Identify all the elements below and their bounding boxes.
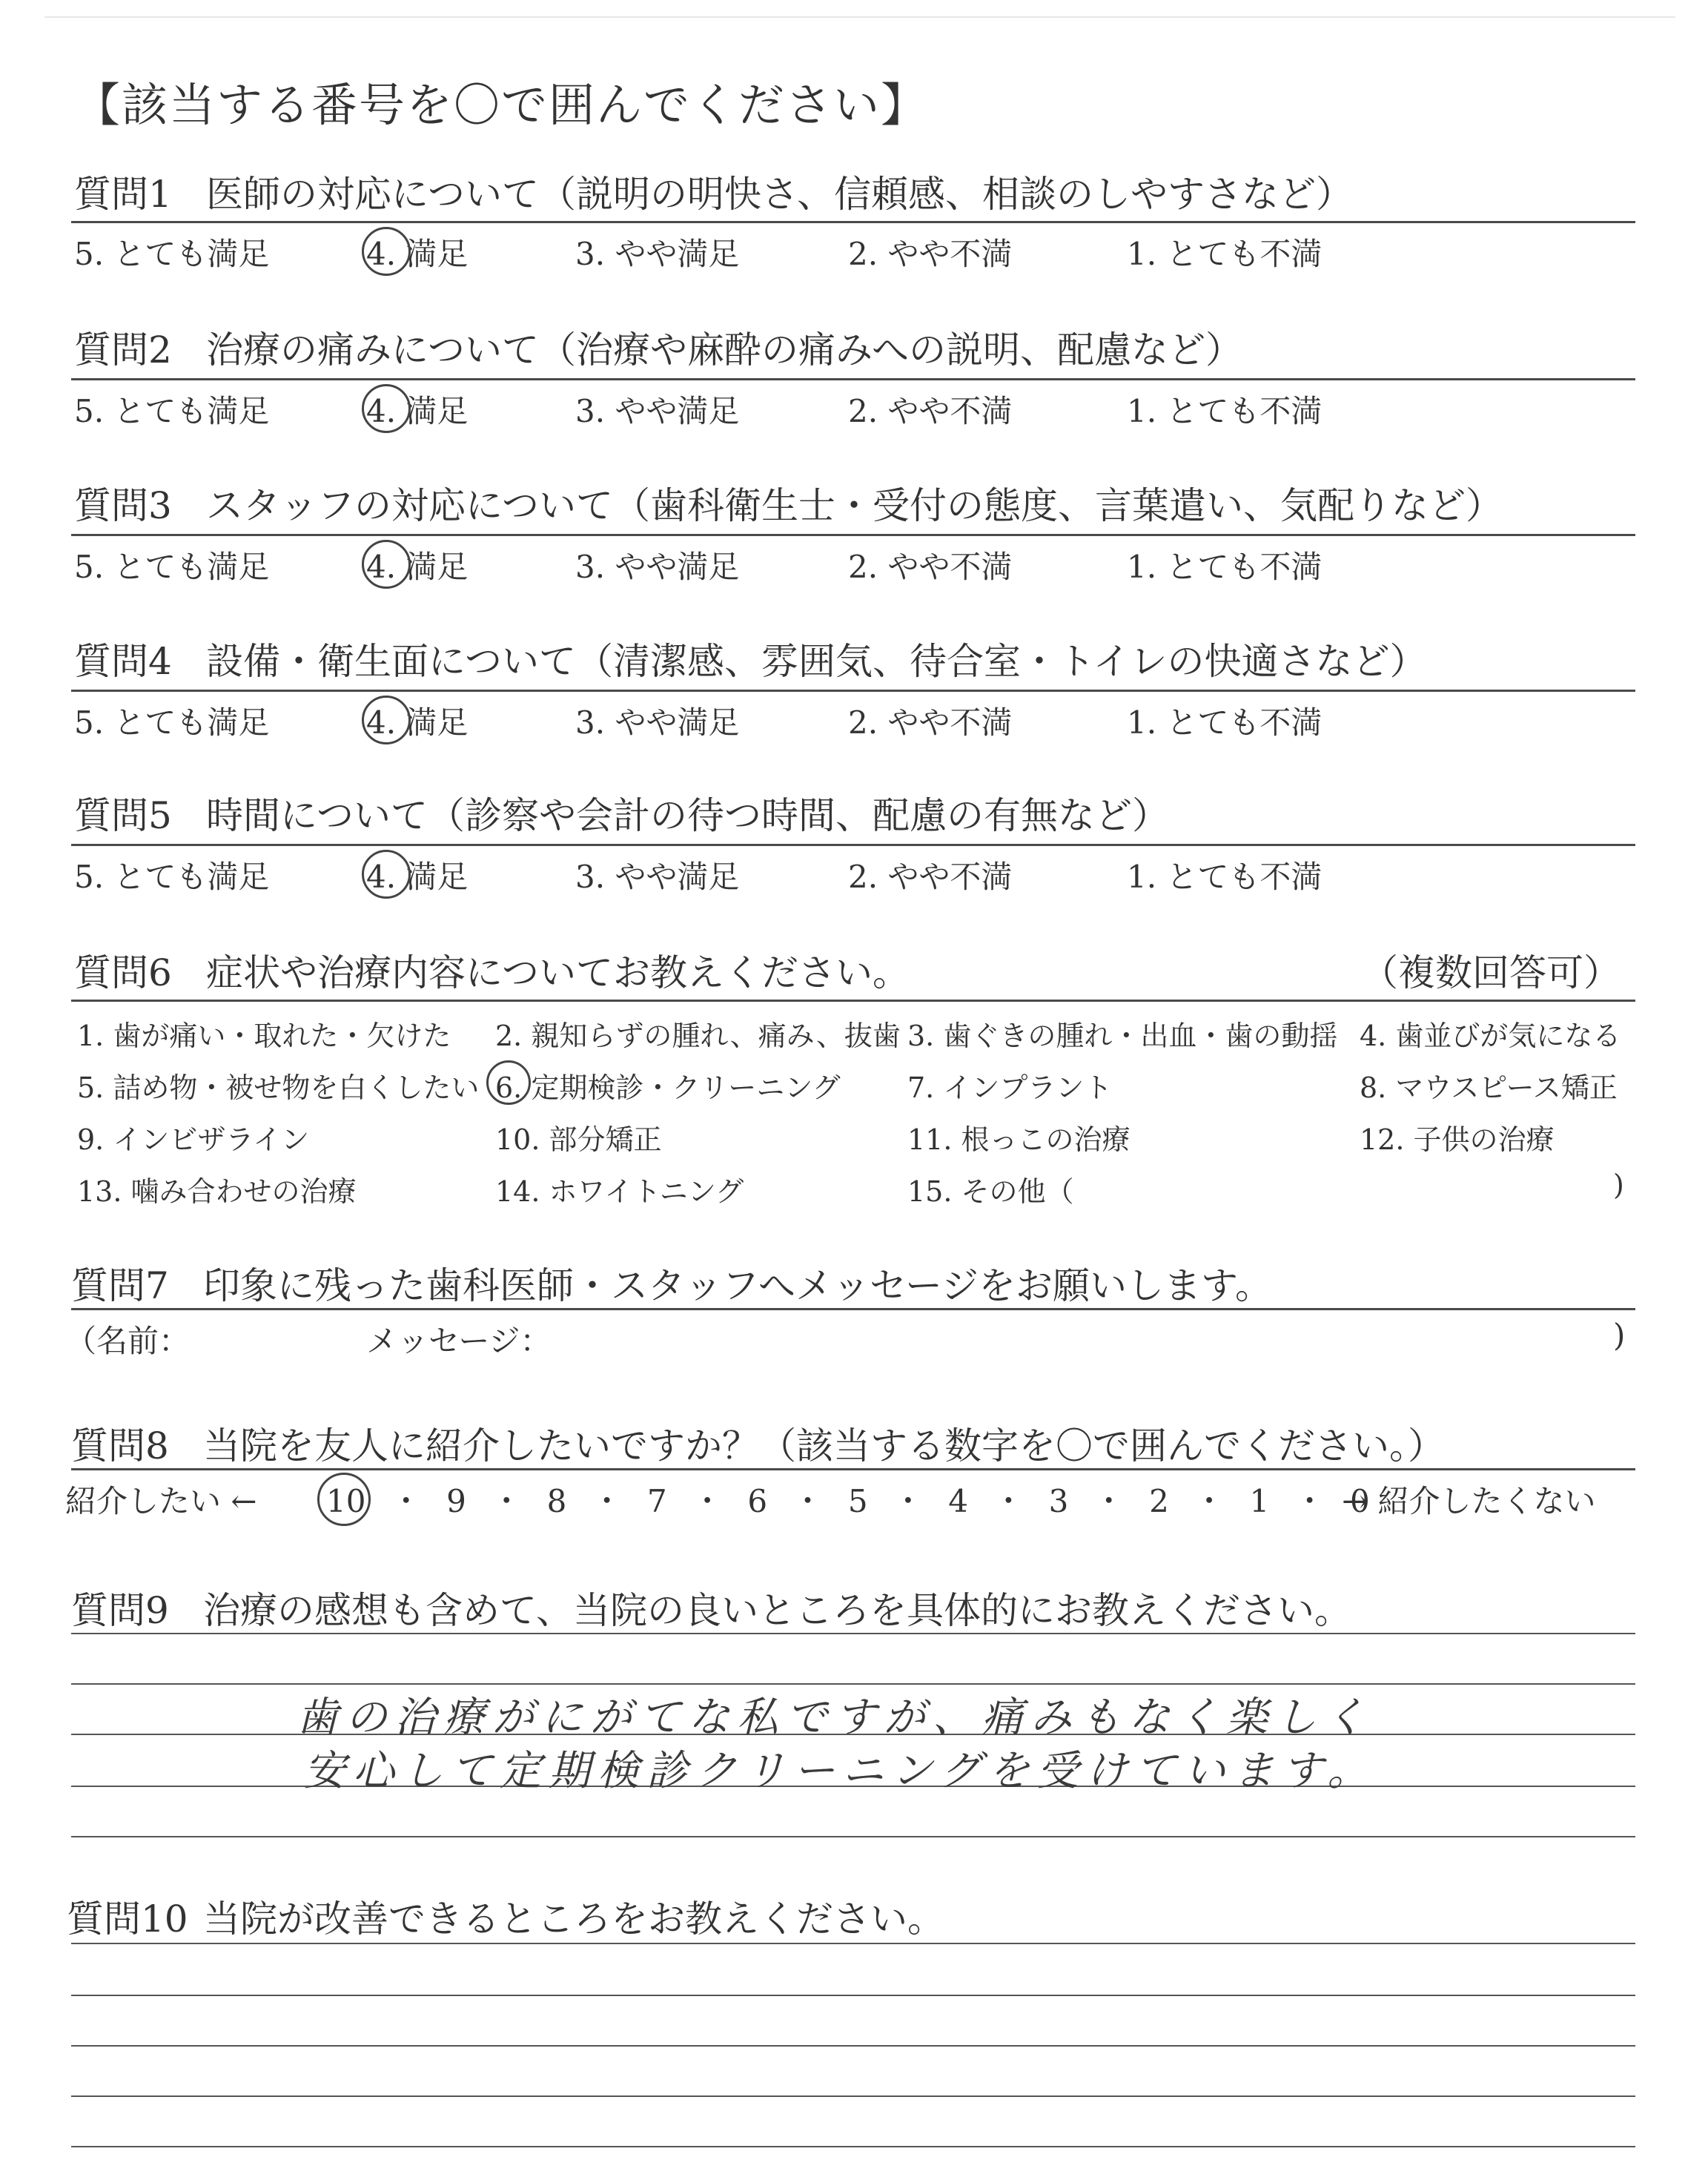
- option-3[interactable]: 3. やや満足: [575, 549, 740, 585]
- symptom-option[interactable]: 1. 歯が痛い・取れた・欠けた: [77, 1020, 451, 1052]
- option-1[interactable]: 1. とても不満: [1127, 704, 1323, 741]
- answer-line: [71, 2045, 1635, 2047]
- question-label: 質問3: [74, 484, 172, 527]
- handwritten-answer-line-1: 歯の治療がにがてな私ですが、痛みもなく楽しく: [297, 1694, 1373, 1742]
- option-3[interactable]: 3. やや満足: [575, 393, 740, 429]
- question-text: 当院を友人に紹介したいですか？（該当する数字を〇で囲んでください。）: [203, 1424, 1445, 1467]
- symptom-option[interactable]: 13. 噛み合わせの治療: [77, 1175, 357, 1208]
- divider: [71, 1308, 1635, 1310]
- option-4[interactable]: 4. 満足: [366, 393, 469, 429]
- option-4[interactable]: 4. 満足: [366, 859, 469, 895]
- answer-line: [71, 1943, 1635, 1944]
- question-label: 質問5: [74, 794, 172, 837]
- symptom-option[interactable]: 14. ホワイトニング: [495, 1175, 744, 1208]
- divider: [71, 534, 1635, 536]
- option-1[interactable]: 1. とても不満: [1127, 859, 1323, 895]
- symptom-option[interactable]: 10. 部分矯正: [495, 1123, 662, 1156]
- selection-circle: [362, 384, 411, 433]
- answer-line: [71, 2095, 1635, 2097]
- option-1[interactable]: 1. とても不満: [1127, 236, 1323, 272]
- symptom-option[interactable]: 12. 子供の治療: [1360, 1123, 1555, 1156]
- option-5[interactable]: 5. とても満足: [74, 236, 270, 272]
- question-text: 当院が改善できるところをお教えください。: [203, 1898, 944, 1941]
- divider: [71, 690, 1635, 692]
- symptom-option[interactable]: 8. マウスピース矯正: [1360, 1071, 1618, 1104]
- question-text: 症状や治療内容についてお教えください。: [206, 951, 910, 994]
- option-4[interactable]: 4. 満足: [366, 704, 469, 741]
- symptom-option[interactable]: 5. 詰め物・被せ物を白くしたい: [77, 1071, 480, 1104]
- selection-circle: [317, 1473, 371, 1526]
- message-field-label[interactable]: メッセージ：: [366, 1323, 552, 1359]
- divider: [71, 844, 1635, 846]
- option-2[interactable]: 2. やや不満: [848, 393, 1013, 429]
- selection-circle: [362, 540, 411, 589]
- answer-line: [71, 1995, 1635, 1996]
- question-label: 質問10: [67, 1898, 188, 1941]
- option-5[interactable]: 5. とても満足: [74, 704, 270, 741]
- question-text: 時間について（診察や会計の待つ時間、配慮の有無など）: [206, 794, 1169, 837]
- question-text: 医師の対応について（説明の明快さ、信頼感、相談のしやすさなど）: [206, 173, 1353, 216]
- recommend-scale[interactable]: 10 ・ 9 ・ 8 ・ 7 ・ 6 ・ 5 ・ 4 ・ 3 ・ 2 ・ 1 ・ 0: [326, 1483, 1370, 1519]
- question-text: 印象に残った歯科医師・スタッフへメッセージをお願いします。: [203, 1264, 1272, 1307]
- divider: [71, 221, 1635, 223]
- question-label: 質問1: [74, 173, 172, 216]
- paren-close: ): [1613, 1169, 1624, 1201]
- symptom-option[interactable]: 7. インプラント: [907, 1071, 1113, 1104]
- selection-circle: [362, 850, 411, 899]
- recommend-right-label: → 紹介したくない: [1342, 1483, 1596, 1519]
- page-title: 【該当する番号を〇で囲んでください】: [74, 78, 929, 132]
- recommend-left-label: 紹介したい ←: [65, 1483, 257, 1519]
- symptom-option[interactable]: 9. インビザライン: [77, 1123, 310, 1156]
- symptom-option[interactable]: 11. 根っこの治療: [907, 1123, 1131, 1156]
- option-5[interactable]: 5. とても満足: [74, 549, 270, 585]
- selection-circle: [486, 1060, 531, 1105]
- selection-circle: [362, 696, 411, 744]
- handwritten-answer-line-2: 安心して定期検診クリーニングを受けています。: [304, 1747, 1377, 1795]
- question-text: 治療の痛みについて（治療や麻酔の痛みへの説明、配慮など）: [206, 328, 1242, 371]
- option-3[interactable]: 3. やや満足: [575, 704, 740, 741]
- divider: [71, 378, 1635, 380]
- question-label: 質問8: [71, 1424, 169, 1467]
- option-2[interactable]: 2. やや不満: [848, 859, 1013, 895]
- symptom-option[interactable]: 6. 定期検診・クリーニング: [495, 1071, 841, 1104]
- paren-close: ): [1613, 1317, 1626, 1353]
- answer-line: [71, 2146, 1635, 2147]
- symptom-option[interactable]: 3. 歯ぐきの腫れ・出血・歯の動揺: [907, 1020, 1338, 1052]
- question-label: 質問2: [74, 328, 172, 371]
- option-5[interactable]: 5. とても満足: [74, 859, 270, 895]
- divider: [71, 1468, 1635, 1470]
- option-2[interactable]: 2. やや不満: [848, 704, 1013, 741]
- option-5[interactable]: 5. とても満足: [74, 393, 270, 429]
- scan-edge: [44, 16, 1675, 18]
- option-3[interactable]: 3. やや満足: [575, 859, 740, 895]
- symptom-option[interactable]: 15. その他（: [907, 1175, 1074, 1208]
- symptom-option[interactable]: 2. 親知らずの腫れ、痛み、抜歯: [495, 1020, 901, 1052]
- option-2[interactable]: 2. やや不満: [848, 236, 1013, 272]
- answer-line: [71, 1633, 1635, 1634]
- option-1[interactable]: 1. とても不満: [1127, 393, 1323, 429]
- answer-line: [71, 1836, 1635, 1837]
- question-text: スタッフの対応について（歯科衛生士・受付の態度、言葉遣い、気配りなど）: [206, 484, 1503, 527]
- option-2[interactable]: 2. やや不満: [848, 549, 1013, 585]
- question-label: 質問9: [71, 1589, 169, 1632]
- option-3[interactable]: 3. やや満足: [575, 236, 740, 272]
- question-text: 治療の感想も含めて、当院の良いところを具体的にお教えください。: [203, 1589, 1351, 1632]
- divider: [71, 1000, 1635, 1002]
- symptom-option[interactable]: 4. 歯並びが気になる: [1360, 1020, 1621, 1052]
- question-label: 質問4: [74, 640, 172, 683]
- question-text: 設備・衛生面について（清潔感、雰囲気、待合室・トイレの快適さなど）: [206, 640, 1427, 683]
- option-4[interactable]: 4. 満足: [366, 236, 469, 272]
- question-label: 質問7: [71, 1264, 169, 1307]
- multiple-answer-note: （複数回答可）: [1361, 951, 1621, 994]
- option-1[interactable]: 1. とても不満: [1127, 549, 1323, 585]
- name-field-label[interactable]: （名前：: [65, 1323, 191, 1359]
- option-4[interactable]: 4. 満足: [366, 549, 469, 585]
- question-label: 質問6: [74, 951, 172, 994]
- selection-circle: [362, 227, 411, 276]
